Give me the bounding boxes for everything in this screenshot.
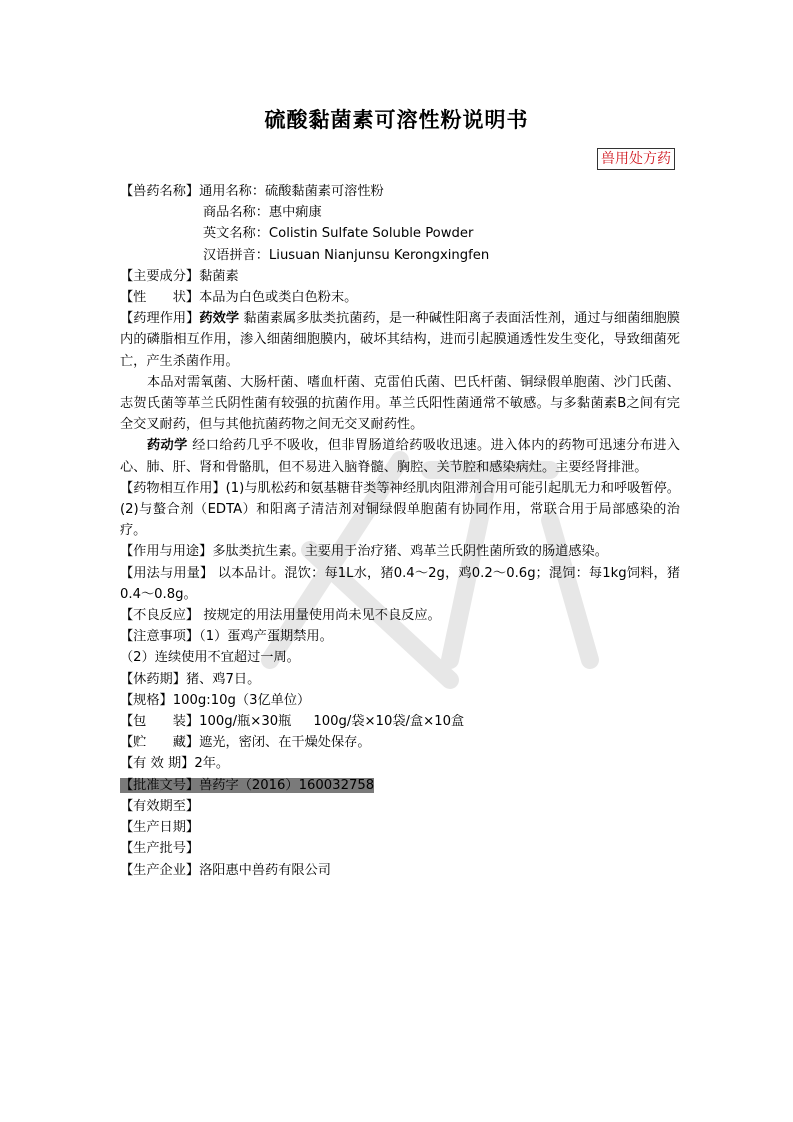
document-title: 硫酸黏菌素可溶性粉说明书: [264, 108, 529, 132]
pharmacodynamics-paragraph: [120, 308, 680, 372]
interactions-text: (1)与肌松药和氨基糖苷类等神经肌肉阻滞剂合用可能引起肌无力和呼吸暂停。 (2)与螯合剂（EDTA）和阳离子清洁剂对铜绿假单胞菌有协同作用，常联合用于局部感染的治疗。: [120, 480, 680, 539]
ingredients-label: 【主要成分】: [120, 268, 200, 284]
adverse-row: [120, 605, 680, 626]
manufacturer-row: [120, 860, 680, 881]
withdrawal-label: 【休药期】: [120, 671, 186, 687]
precautions-label: 【注意事项】: [120, 629, 200, 645]
ingredients-text: 黏菌素: [199, 268, 239, 284]
indications-text: 多肽类抗生素。主要用于治疗猪、鸡革兰氏阴性菌所致的肠道感染。: [212, 544, 608, 560]
appearance-text: 本品为白色或类白色粉末。: [199, 290, 358, 306]
storage-text: 遮光，密闭、在干燥处保存。: [199, 735, 371, 751]
approval-highlight: [120, 778, 374, 793]
interactions-label: 【药物相互作用】: [120, 480, 226, 496]
manufacturer-name: 洛阳惠中兽药有限公司: [199, 862, 331, 878]
pinyin-name: 汉语拼音：Liusuan Nianjunsu Kerongxingfen: [203, 247, 490, 263]
withdrawal-text: 猪、鸡7日。: [185, 671, 261, 687]
package-row: [120, 711, 680, 732]
validity-row: [120, 753, 680, 774]
pharmacokinetics-text: 经口给药几乎不吸收，但非胃肠道给药吸收迅速。进入体内的药物可迅速分布进入心、肺、肝、肾和骨骼肌，但不易进入脑脊髓、胸腔、关节腔和感染病灶。主要经肾排泄。: [120, 438, 680, 475]
storage-label: 【贮 藏】: [120, 735, 200, 751]
dosage-label: 【用法与用量】: [120, 565, 214, 581]
production-date-label: 【生产日期】: [120, 820, 200, 836]
withdrawal-row: [120, 669, 680, 690]
package-text-bag: 100g/袋×10袋/盒×10盒: [313, 714, 465, 730]
expiry-label: 【有效期至】: [120, 798, 200, 814]
adverse-text: 按规定的用法用量使用尚未见不良反应。: [199, 608, 441, 624]
spec-label: 【规格】: [120, 692, 173, 708]
spec-row: [120, 690, 680, 711]
english-name: 英文名称：Colistin Sulfate Soluble Powder: [203, 226, 474, 242]
manufacturer-label: 【生产企业】: [120, 862, 200, 878]
pharmacodynamics-label: 药效学: [199, 311, 240, 327]
storage-row: [120, 732, 680, 753]
pharmacodynamics-text: 黏菌素属多肽类抗菌药，是一种碱性阳离子表面活性剂，通过与细菌细胞膜内的磷脂相互作用，渗入细菌细胞膜内，破坏其结构，进而引起膜通透性发生变化，导致细菌死亡，产生杀菌作用。: [120, 311, 680, 369]
vet-name-label: 【兽药名称】: [120, 184, 200, 199]
adverse-label: 【不良反应】: [120, 608, 200, 624]
package-text-bottle: 100g/瓶×30瓶: [199, 714, 292, 730]
dosage-text: 以本品计。混饮：每1L水，猪0.4～2g，鸡0.2～0.6g；混饲：每1kg饲料，猪0.4～0.8g。: [120, 565, 681, 602]
pharmacokinetics-label: 药动学: [147, 438, 188, 454]
ingredients-row: [120, 266, 680, 287]
vet-name-generic-row: [120, 181, 680, 202]
antibacterial-spectrum-paragraph: 本品对需氧菌、大肠杆菌、嗜血杆菌、克雷伯氏菌、巴氏杆菌、铜绿假单胞菌、沙门氏菌、志贺氏菌等革兰氏阴性菌有较强的抗菌作用。革兰氏阳性菌通常不敏感。与多黏菌素B之间有完全交叉耐药，但与其他抗菌药物之间无交叉耐药性。: [120, 374, 680, 433]
dosage-paragraph: [120, 563, 680, 605]
approval-label: 【批准文号】: [120, 777, 200, 793]
precautions-item-1: （1）蛋鸡产蛋期禁用。: [199, 629, 333, 645]
spec-text: 100g:10g（3亿单位）: [172, 692, 311, 708]
batch-label: 【生产批号】: [120, 841, 200, 857]
indications-row: [120, 541, 680, 562]
validity-text: 2年。: [194, 756, 230, 772]
package-label: 【包 装】: [120, 714, 200, 730]
trade-name: 商品名称：惠中痢康: [203, 205, 322, 221]
prescription-badge: 兽用处方药: [597, 148, 675, 170]
precautions-row: [120, 626, 680, 647]
approval-number: 兽药字（2016）160032758: [199, 777, 375, 793]
appearance-label: 【性 状】: [120, 290, 200, 306]
generic-name: 通用名称：硫酸黏菌素可溶性粉: [199, 184, 384, 199]
interactions-paragraph: [120, 478, 680, 542]
precautions-item-2: （2）连续使用不宜超过一周。: [120, 650, 300, 666]
indications-label: 【作用与用途】: [120, 544, 213, 560]
pharmacology-label: 【药理作用】: [120, 311, 200, 327]
appearance-row: [120, 287, 680, 308]
leaflet-body: [120, 181, 680, 881]
approval-row: [120, 775, 680, 796]
pharmacokinetics-paragraph: [120, 435, 680, 477]
validity-label: 【有 效 期】: [120, 756, 195, 772]
